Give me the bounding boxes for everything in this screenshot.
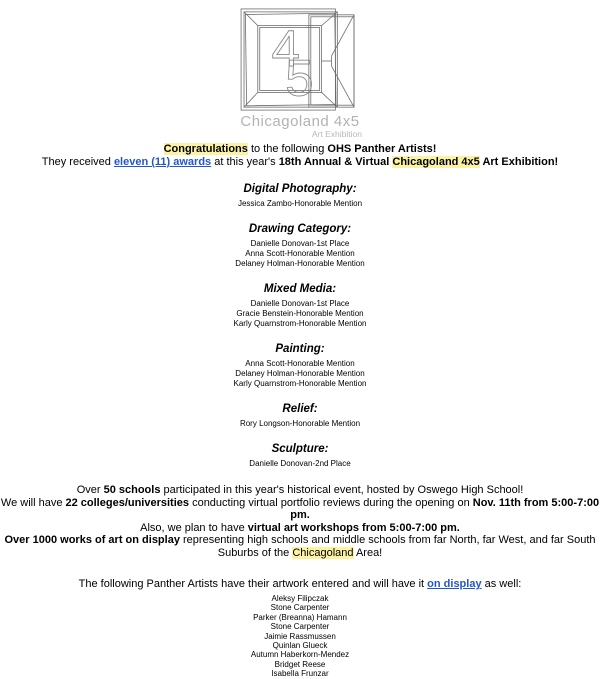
chicagoland-4x5-highlight: Chicagoland 4x5 <box>392 156 480 168</box>
artist-name: Jaimie Rassmussen <box>264 631 336 641</box>
artist-name: Quinlan Glueck <box>272 641 328 651</box>
panther-artists-text: OHS Panther Artists! <box>327 143 437 155</box>
winner-line: Karly Quarnstrom-Honorable Mention <box>233 379 367 388</box>
category-heading-digital-photography: Digital Photography: <box>243 183 357 195</box>
winner-line: Karly Quarnstrom-Honorable Mention <box>233 319 367 328</box>
winner-line: Danielle Donovan-1st Place <box>250 239 350 248</box>
artist-name: Bridget Reese <box>274 659 326 669</box>
congratulations-highlight: Congratulations <box>163 143 248 155</box>
artist-list <box>0 594 600 679</box>
logo-digit-5: 5 <box>284 49 314 107</box>
artist-name: Parker (Breanna) Hamann <box>253 612 347 622</box>
winner-line: Danielle Donovan-1st Place <box>250 299 350 308</box>
category-heading-mixed-media: Mixed Media: <box>263 283 337 295</box>
event-info-line-1: Over 50 schools participated in this year's historical event, hosted by Oswego High School! <box>76 484 524 496</box>
intro-line-1: Congratulations to the following OHS Panther Artists! <box>163 143 437 155</box>
on-display-line: The following Panther Artists have their artwork entered and will have it on display as well: <box>78 578 522 590</box>
artist-name: Isabella Frunzar <box>271 669 329 679</box>
chicagoland-area-highlight: Chicagoland <box>292 546 354 559</box>
artist-name: Stone Carpenter <box>270 603 330 613</box>
category-heading-drawing: Drawing Category: <box>248 223 352 235</box>
logo-digit-4: 4 <box>271 19 300 77</box>
congratulations-intro <box>0 143 600 169</box>
logo-title: Chicagoland 4x5 <box>240 113 360 130</box>
winner-line: Anna Scott-Honorable Mention <box>245 249 355 258</box>
category-heading-painting: Painting: <box>275 343 325 355</box>
category-heading-sculpture: Sculpture: <box>271 443 329 455</box>
intro-line-2: They received eleven (11) awards at this year's 18th Annual & Virtual Chicagoland 4x5 Art Exhibition! <box>41 156 559 168</box>
event-info-line-3: Also, we plan to have virtual art workshops from 5:00-7:00 pm. <box>140 521 460 534</box>
winner-line: Gracie Benstein-Honorable Mention <box>236 309 364 318</box>
winner-line: Delaney Holman-Honorable Mention <box>235 259 365 268</box>
on-display-link[interactable]: on display <box>427 578 482 590</box>
artist-name: Autumn Haberkorn-Mendez <box>250 650 350 660</box>
award-categories <box>0 183 600 469</box>
event-info <box>0 484 600 559</box>
event-info-line-4: Over 1000 works of art on display representing high schools and middle schools from far North, far West, and far South Suburbs of the Chicagoland Area! <box>4 534 596 559</box>
artist-name: Stone Carpenter <box>270 622 330 632</box>
logo-subtitle: Art Exhibition <box>311 129 362 139</box>
category-heading-relief: Relief: <box>282 403 318 415</box>
winner-line: Jessica Zambo-Honorable Mention <box>237 199 363 208</box>
artist-name: Aleksy Filipczak <box>271 594 329 603</box>
winner-line: Rory Longson-Honorable Mention <box>239 419 361 428</box>
chicagoland-4x5-logo-icon <box>233 5 368 115</box>
winner-line: Delaney Holman-Honorable Mention <box>235 369 365 378</box>
winner-line: Danielle Donovan-2nd Place <box>249 459 351 468</box>
winner-line: Anna Scott-Honorable Mention <box>245 359 355 368</box>
eleven-awards-link[interactable]: eleven (11) awards <box>113 156 212 168</box>
event-info-line-2: We will have 22 colleges/universities conducting virtual portfolio reviews during the opening on Nov. 11th from 5:00-7:00 pm. <box>0 496 600 521</box>
exhibition-logo <box>0 0 600 139</box>
